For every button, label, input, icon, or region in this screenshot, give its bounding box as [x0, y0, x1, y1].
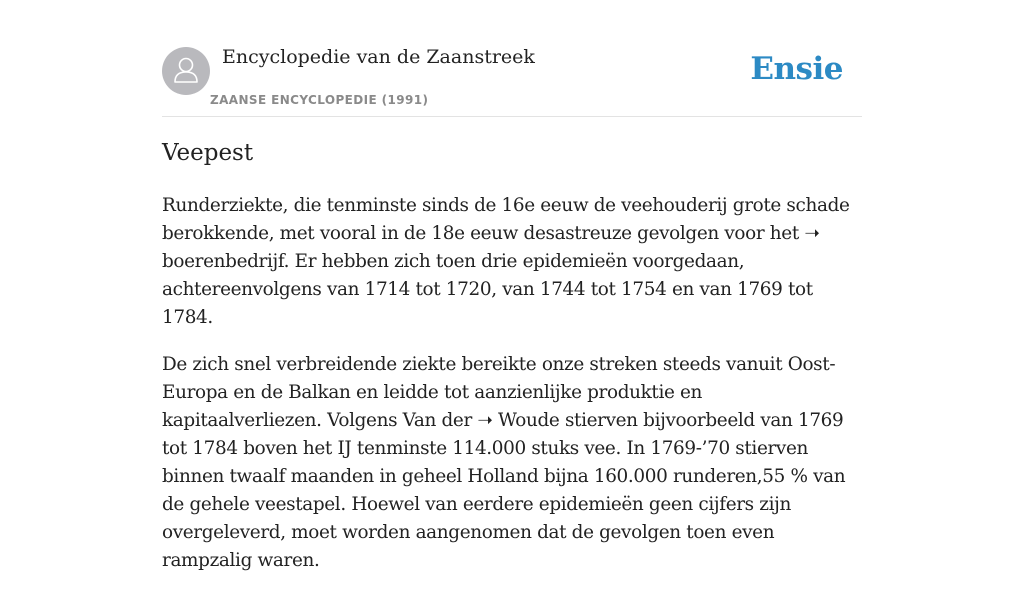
- article-paragraph: [162, 351, 866, 575]
- paragraph-text: stierven bijvoorbeeld van 1769 tot 1784 boven het IJ tenminste 114.000 stuks vee. In 1769-’70 stierven binnen twaalf maanden in geheel Holland bijna 160.000 runderen,55 % van de gehele veestapel. Hoewel van eerdere epidemieën geen cijfers zijn overgeleverd, moet worden aangenomen dat de gevolgen toen even rampzalig waren.: [162, 410, 846, 571]
- paragraph-text: Runderziekte, die tenminste sinds de 16e eeuw de veehouderij grote schade berokkende, met vooral in de 18e eeuw desastreuze gevolgen voor het: [162, 195, 850, 244]
- article-body: [162, 192, 866, 594]
- cross-reference-link[interactable]: ➝ boerenbedrijf: [162, 223, 820, 272]
- cross-reference-link[interactable]: ➝ Woude: [477, 410, 560, 431]
- source-title[interactable]: Encyclopedie van de Zaanstreek: [222, 46, 535, 68]
- article-title: Veepest: [162, 140, 254, 166]
- paragraph-text: . Er hebben zich toen drie epidemieën voorgedaan, achtereenvolgens van 1714 tot 1720, van 1744 tot 1754 en van 1769 tot 1784.: [162, 251, 813, 328]
- user-icon: [162, 47, 210, 95]
- brand-logo[interactable]: Ensie: [750, 51, 843, 87]
- article-paragraph: [162, 192, 866, 332]
- avatar[interactable]: [162, 47, 210, 95]
- source-subtitle: ZAANSE ENCYCLOPEDIE (1991): [210, 93, 429, 107]
- source-header: [162, 46, 862, 117]
- paragraph-text: De zich snel verbreidende ziekte bereikte onze streken steeds vanuit Oost-Europa en de Balkan en leidde tot aanzienlijke produktie en kapitaalverliezen. Volgens Van der: [162, 354, 836, 431]
